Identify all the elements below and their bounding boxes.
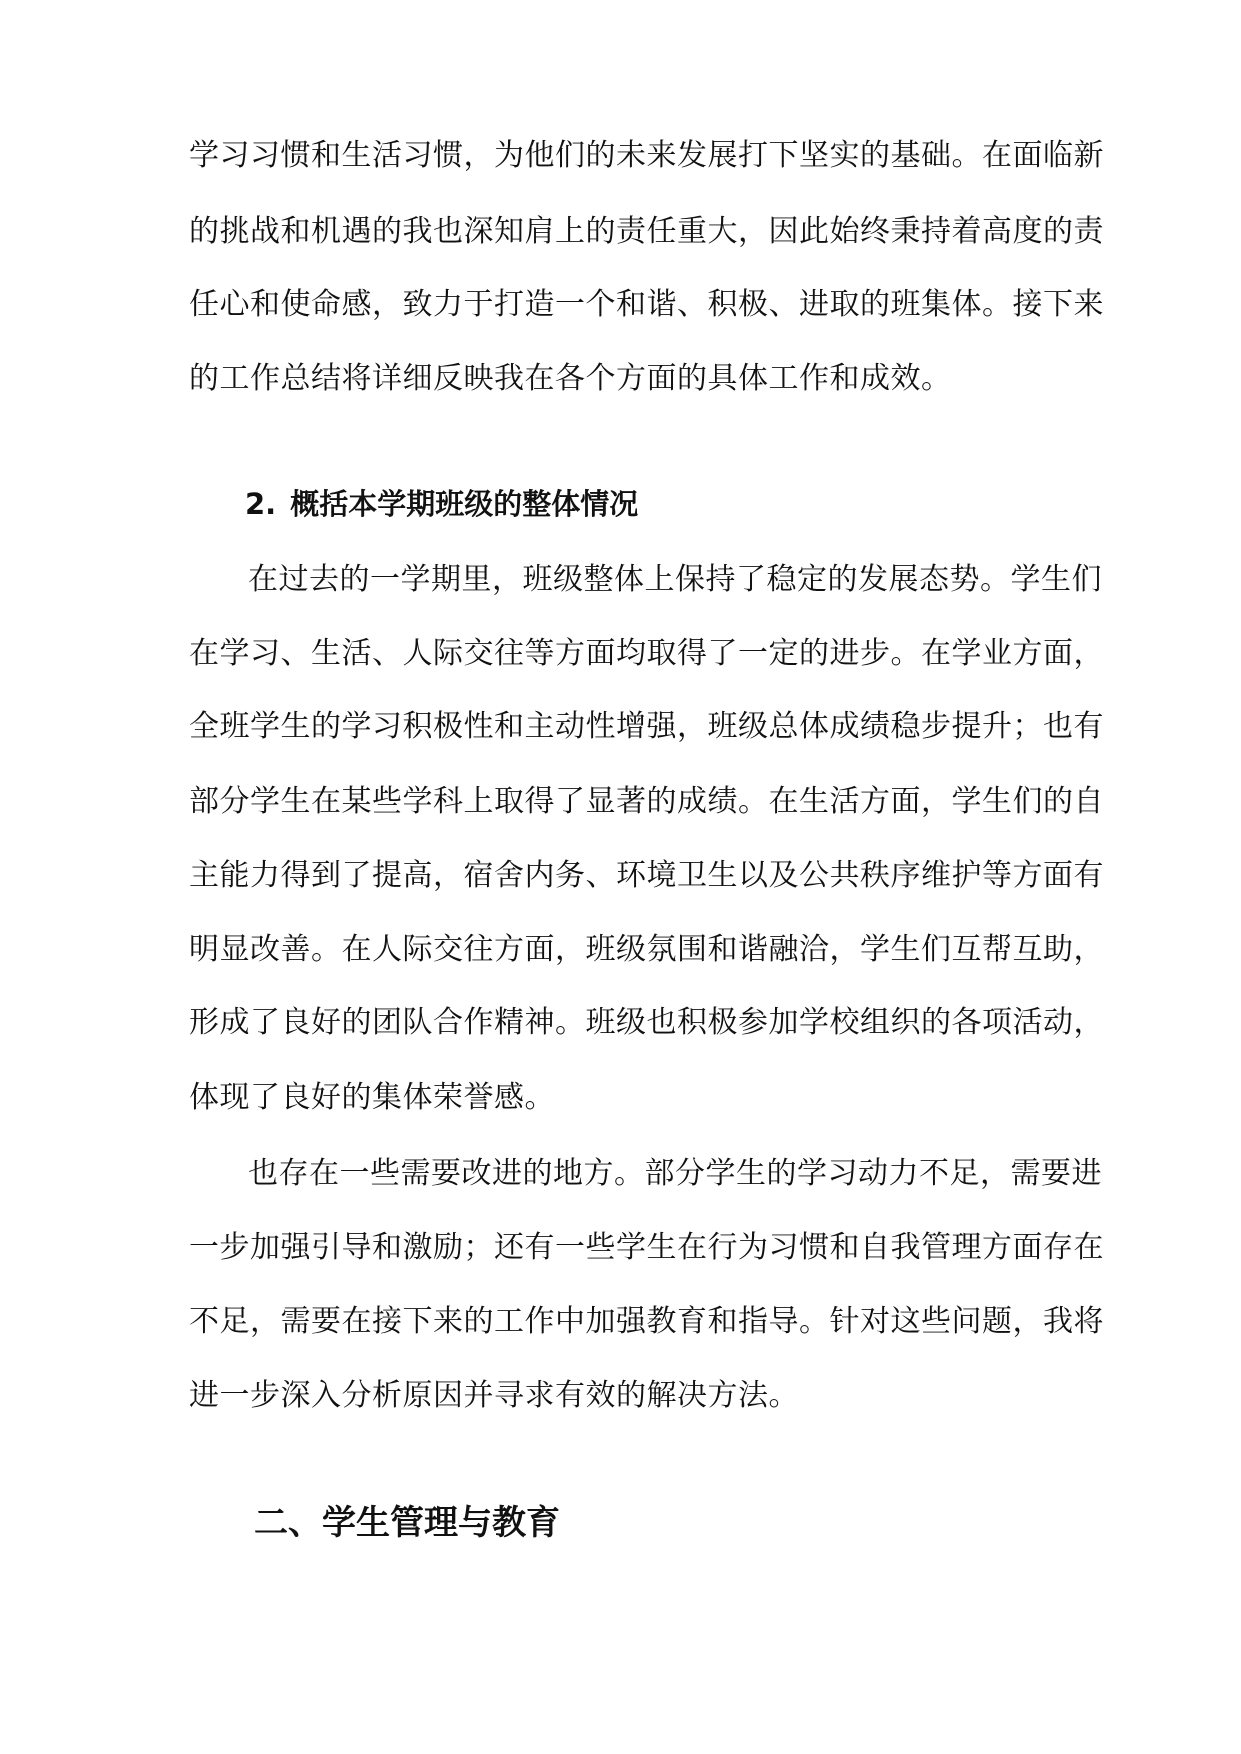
improve-line-1: 也存在一些需要改进的地方。部分学生的学习动力不足，需要进 (248, 1156, 1102, 1191)
improve-line-2: 一步加强引导和激励；还有一些学生在行为习惯和自我管理方面存在 (189, 1230, 1104, 1265)
section-2-heading (245, 484, 638, 524)
intro-line-4: 的工作总结将详细反映我在各个方面的具体工作和成效。 (189, 361, 952, 396)
intro-line-1: 学习习惯和生活习惯，为他们的未来发展打下坚实的基础。在面临新 (189, 138, 1104, 173)
overall-line-6: 明显改善。在人际交往方面，班级氛围和谐融洽，学生们互帮互助， (189, 932, 1104, 967)
overall-line-7: 形成了良好的团队合作精神。班级也积极参加学校组织的各项活动， (189, 1005, 1104, 1040)
improve-line-3: 不足，需要在接下来的工作中加强教育和指导。针对这些问题，我将 (189, 1304, 1104, 1339)
intro-line-3: 任心和使命感，致力于打造一个和谐、积极、进取的班集体。接下来 (189, 287, 1104, 322)
overall-line-4: 部分学生在某些学科上取得了显著的成绩。在生活方面，学生们的自 (189, 784, 1104, 819)
overall-line-8: 体现了良好的集体荣誉感。 (189, 1080, 555, 1115)
overall-line-3: 全班学生的学习积极性和主动性增强，班级总体成绩稳步提升；也有 (189, 709, 1104, 744)
overall-line-2: 在学习、生活、人际交往等方面均取得了一定的进步。在学业方面， (189, 636, 1104, 671)
overall-line-5: 主能力得到了提高，宿舍内务、环境卫生以及公共秩序维护等方面有 (189, 858, 1104, 893)
intro-line-2: 的挑战和机遇的我也深知肩上的责任重大，因此始终秉持着高度的责 (189, 214, 1104, 249)
section-2-number: 2. (245, 487, 277, 521)
improve-line-4: 进一步深入分析原因并寻求有效的解决方法。 (189, 1378, 799, 1413)
overall-line-1: 在过去的一学期里，班级整体上保持了稳定的发展态势。学生们 (248, 562, 1102, 597)
section-2-title: 概括本学期班级的整体情况 (290, 487, 639, 521)
chapter-2-heading: 二、学生管理与教育 (254, 1503, 560, 1543)
